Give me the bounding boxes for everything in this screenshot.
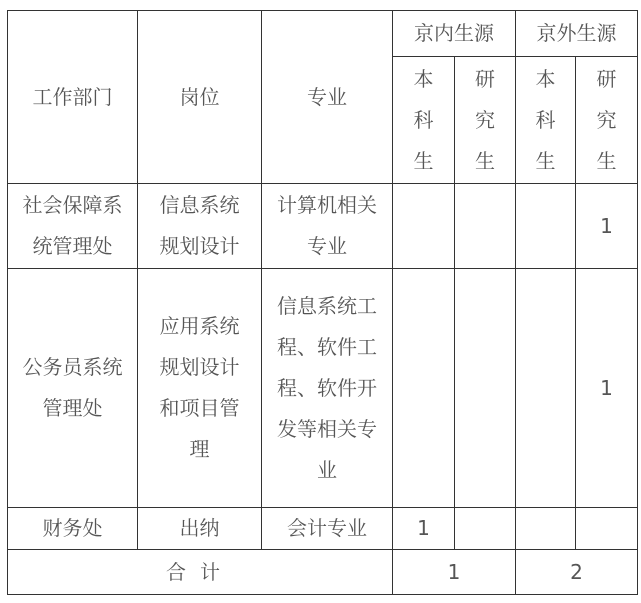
table-row: [8, 508, 638, 550]
line: 和项目管: [159, 396, 240, 420]
line: 公务员系统: [22, 355, 123, 379]
cell-major: [262, 269, 393, 508]
char: 究: [475, 107, 495, 132]
char: 研: [596, 66, 617, 91]
char: 本: [535, 66, 556, 91]
line: 程、软件开: [277, 375, 377, 400]
total-label: 合计: [8, 550, 393, 595]
header-outside-source: 京外生源: [516, 11, 638, 57]
header-row-1: [8, 11, 638, 57]
char: 本: [413, 66, 434, 91]
cell-beijing-grad: [455, 184, 516, 269]
char: 研: [475, 66, 495, 91]
cell-position: [138, 269, 262, 508]
cell-outside-grad: [576, 508, 638, 550]
line: 社会保障系: [22, 193, 123, 217]
header-position: 岗位: [138, 11, 262, 184]
char: 科: [535, 107, 556, 132]
line: 信息系统: [159, 193, 240, 217]
header-outside-grad: [576, 57, 638, 184]
cell-position: 出纳: [138, 508, 262, 550]
line: 规划设计: [159, 355, 240, 379]
line: 应用系统: [159, 314, 240, 338]
cell-outside-grad: 1: [576, 184, 638, 269]
cell-outside-undergrad: [516, 184, 576, 269]
line: 管理处: [42, 396, 103, 420]
cell-department: 财务处: [8, 508, 138, 550]
cell-beijing-undergrad: 1: [393, 508, 455, 550]
header-outside-undergrad: [516, 57, 576, 184]
line: 规划设计: [159, 234, 240, 258]
cell-outside-grad: 1: [576, 269, 638, 508]
recruitment-table: [7, 10, 638, 595]
char: 科: [413, 107, 434, 132]
char: 究: [596, 107, 617, 132]
table-row: [8, 269, 638, 508]
line: 专业: [307, 234, 347, 258]
cell-department: [8, 184, 138, 269]
cell-beijing-undergrad: [393, 269, 455, 508]
cell-beijing-grad: [455, 508, 516, 550]
total-row: [8, 550, 638, 595]
cell-outside-undergrad: [516, 269, 576, 508]
line: 信息系统工: [277, 293, 377, 318]
char: 生: [535, 148, 556, 173]
cell-beijing-grad: [455, 269, 516, 508]
header-beijing-source: 京内生源: [393, 11, 516, 57]
line: 计算机相关: [277, 193, 377, 217]
header-department: 工作部门: [8, 11, 138, 184]
total-beijing: 1: [393, 550, 516, 595]
char: 生: [413, 148, 434, 173]
cell-major: [262, 184, 393, 269]
cell-major: 会计专业: [262, 508, 393, 550]
char: 生: [475, 148, 495, 173]
line: 理: [189, 437, 210, 461]
cell-beijing-undergrad: [393, 184, 455, 269]
line: 程、软件工: [277, 334, 377, 359]
line: 业: [317, 457, 337, 482]
char: 生: [596, 148, 617, 173]
line: 统管理处: [32, 234, 113, 258]
table-row: [8, 184, 638, 269]
header-beijing-grad: [455, 57, 516, 184]
total-outside: 2: [516, 550, 638, 595]
header-beijing-undergrad: [393, 57, 455, 184]
line: 发等相关专: [277, 416, 377, 441]
cell-position: [138, 184, 262, 269]
header-major: 专业: [262, 11, 393, 184]
cell-department: [8, 269, 138, 508]
cell-outside-undergrad: [516, 508, 576, 550]
